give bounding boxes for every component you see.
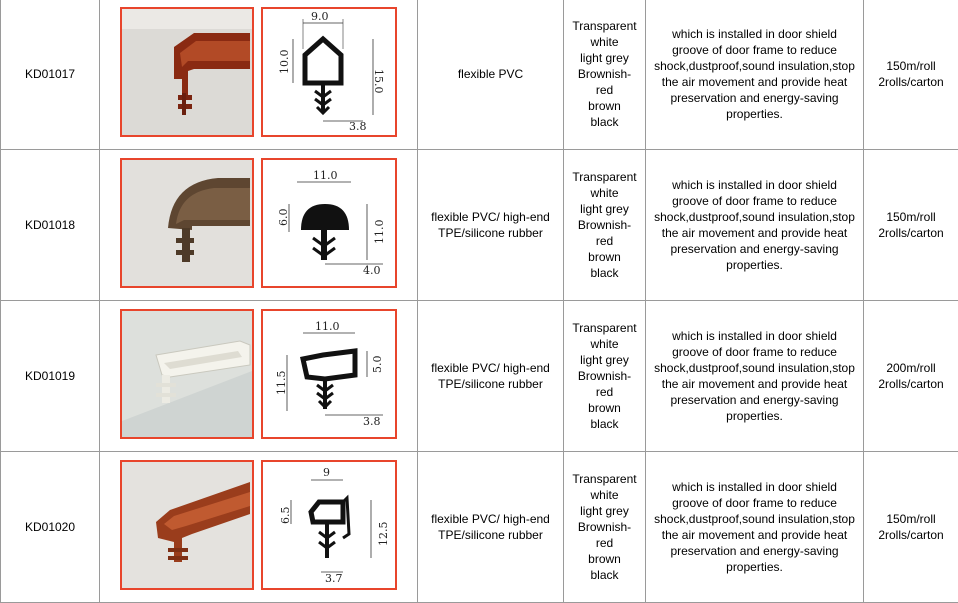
profile-drawing <box>261 7 397 137</box>
product-images <box>100 0 418 150</box>
color-item: red <box>564 384 645 400</box>
packing-roll: 150m/roll <box>864 209 958 225</box>
dim-left: 11.5 <box>275 371 288 396</box>
table-row <box>1 452 958 603</box>
color-item: Transparent <box>564 18 645 34</box>
profile-drawing <box>261 158 397 288</box>
color-item: brown <box>564 400 645 416</box>
dim-right: 12.5 <box>377 522 390 547</box>
seal-photo <box>120 7 254 137</box>
description: which is installed in door shield groove of door frame to reduce shock,dustproof,sound insulation,stop the air movement and provide heat preservation and energy-saving properties. <box>646 452 864 603</box>
material: flexible PVC <box>418 0 564 150</box>
packing-roll: 200m/roll <box>864 360 958 376</box>
color-item: Transparent <box>564 471 645 487</box>
product-images <box>100 150 418 301</box>
packing <box>864 301 958 452</box>
dim-right: 11.0 <box>373 220 386 245</box>
packing-carton: 2rolls/carton <box>864 527 958 543</box>
material: flexible PVC/ high-end TPE/silicone rubber <box>418 301 564 452</box>
color-item: white <box>564 336 645 352</box>
profile-drawing <box>261 309 397 439</box>
dim-left: 10.0 <box>278 50 291 75</box>
packing-carton: 2rolls/carton <box>864 225 958 241</box>
packing-carton: 2rolls/carton <box>864 74 958 90</box>
color-item: Brownish- <box>564 66 645 82</box>
dim-top: 11.0 <box>313 169 338 182</box>
dim-left: 6.0 <box>277 209 290 227</box>
table-row <box>1 0 958 150</box>
dim-right: 15.0 <box>372 69 385 94</box>
color-item: Transparent <box>564 320 645 336</box>
color-item: light grey <box>564 352 645 368</box>
color-item: Brownish- <box>564 519 645 535</box>
color-item: light grey <box>564 201 645 217</box>
description: which is installed in door shield groove of door frame to reduce shock,dustproof,sound insulation,stop the air movement and provide heat preservation and energy-saving properties. <box>646 0 864 150</box>
color-list <box>564 0 646 150</box>
product-images <box>100 452 418 603</box>
color-item: white <box>564 487 645 503</box>
color-item: white <box>564 34 645 50</box>
seal-photo <box>120 158 254 288</box>
color-item: black <box>564 114 645 130</box>
color-item: light grey <box>564 503 645 519</box>
seal-photo <box>120 460 254 590</box>
dim-top: 11.0 <box>315 320 340 333</box>
dim-bottom: 3.7 <box>325 572 343 585</box>
packing <box>864 150 958 301</box>
product-code: KD01017 <box>1 0 100 150</box>
dim-bottom: 4.0 <box>363 264 381 277</box>
color-item: Transparent <box>564 169 645 185</box>
color-item: brown <box>564 249 645 265</box>
packing <box>864 452 958 603</box>
description: which is installed in door shield groove of door frame to reduce shock,dustproof,sound insulation,stop the air movement and provide heat preservation and energy-saving properties. <box>646 301 864 452</box>
packing <box>864 0 958 150</box>
color-item: brown <box>564 551 645 567</box>
material: flexible PVC/ high-end TPE/silicone rubber <box>418 150 564 301</box>
dim-bottom: 3.8 <box>363 415 381 428</box>
product-code: KD01020 <box>1 452 100 603</box>
material: flexible PVC/ high-end TPE/silicone rubber <box>418 452 564 603</box>
dim-top: 9.0 <box>311 10 329 23</box>
product-code: KD01019 <box>1 301 100 452</box>
color-list <box>564 301 646 452</box>
color-item: black <box>564 567 645 583</box>
packing-carton: 2rolls/carton <box>864 376 958 392</box>
packing-roll: 150m/roll <box>864 511 958 527</box>
dim-left: 6.5 <box>279 507 292 525</box>
color-item: light grey <box>564 50 645 66</box>
dim-top: 9 <box>323 466 330 479</box>
profile-drawing <box>261 460 397 590</box>
color-item: red <box>564 535 645 551</box>
color-list <box>564 150 646 301</box>
color-item: black <box>564 265 645 281</box>
table-row <box>1 150 958 301</box>
dim-right: 5.0 <box>371 356 384 374</box>
color-item: black <box>564 416 645 432</box>
color-item: Brownish- <box>564 217 645 233</box>
dim-bottom: 3.8 <box>349 120 367 133</box>
description: which is installed in door shield groove of door frame to reduce shock,dustproof,sound insulation,stop the air movement and provide heat preservation and energy-saving properties. <box>646 150 864 301</box>
color-item: brown <box>564 98 645 114</box>
color-item: Brownish- <box>564 368 645 384</box>
color-list <box>564 452 646 603</box>
seal-photo <box>120 309 254 439</box>
packing-roll: 150m/roll <box>864 58 958 74</box>
product-code: KD01018 <box>1 150 100 301</box>
product-images <box>100 301 418 452</box>
table-row <box>1 301 958 452</box>
color-item: red <box>564 233 645 249</box>
color-item: white <box>564 185 645 201</box>
color-item: red <box>564 82 645 98</box>
